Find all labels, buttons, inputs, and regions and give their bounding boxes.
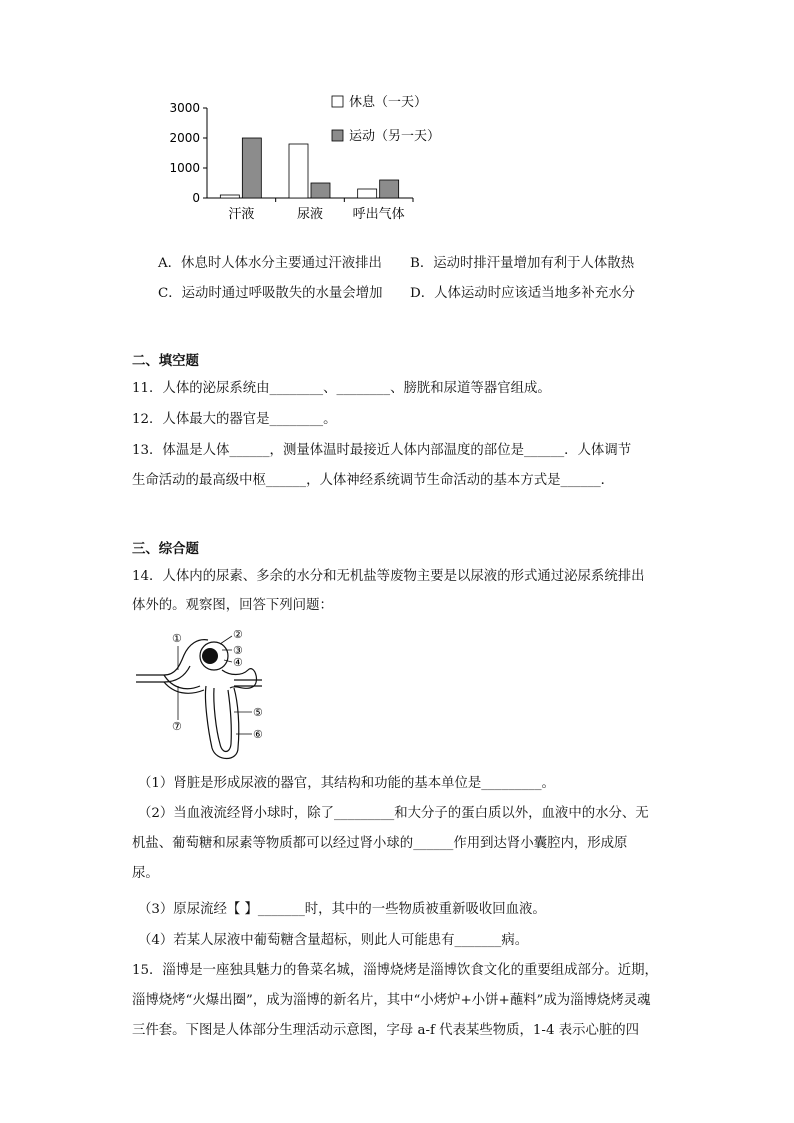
question-15-line-3: 三件套。下图是人体部分生理活动示意图，字母 a-f 代表某些物质，1-4 表示心脏的四 [132, 1023, 640, 1038]
bar-rest-2 [358, 189, 377, 198]
question-15-line-1: 15．淄博是一座独具魅力的鲁菜名城，淄博烧烤是淄博饮食文化的重要组成部分。近期， [132, 963, 658, 978]
nephron-diagram [134, 630, 274, 770]
question-14-part-1: （1）肾脏是形成尿液的器官，其结构和功能的基本单位是_________。 [138, 776, 555, 791]
question-14-part-2-line-2: 机盐、葡萄糖和尿素等物质都可以经过肾小球的______作用到达肾小囊腔内，形成原 [132, 836, 628, 851]
nephron-label-2: ② [233, 630, 243, 641]
category-label: 尿液 [296, 207, 324, 222]
section-heading-comprehensive: 三、综合题 [132, 541, 199, 557]
category-label: 呼出气体 [352, 207, 405, 222]
nephron-label-1: ① [172, 632, 182, 645]
option-c: C．运动时通过呼吸散失的水量会增加 [158, 286, 383, 301]
water-loss-bar-chart [150, 88, 470, 228]
chart-legend [332, 94, 440, 144]
legend-swatch-1 [332, 130, 343, 141]
nephron-label-7: ⑦ [172, 720, 182, 733]
question-14-line-1: 14．人体内的尿素、多余的水分和无机盐等废物主要是以尿液的形式通过泌尿系统排出 [132, 569, 645, 584]
nephron-label-3: ③ [233, 644, 243, 657]
question-13-line-1: 13．体温是人体______，测量体温时最接近人体内部温度的部位是______．人体调节 [132, 443, 632, 458]
bar-exercise-2 [380, 180, 399, 198]
question-14-part-3: （3）原尿流经【 】_______时，其中的一些物质被重新吸收回血液。 [138, 902, 546, 917]
question-13-line-2: 生命活动的最高级中枢______，人体神经系统调节生命活动的基本方式是______． [132, 473, 615, 488]
chart-labels [169, 101, 404, 222]
question-14-part-2-line-1: （2）当血液流经肾小球时，除了_________和大分子的蛋白质以外，血液中的水分、无 [138, 806, 649, 821]
nephron-label-4: ④ [233, 656, 243, 669]
bar-rest-0 [220, 195, 239, 198]
question-14-line-2: 体外的。观察图，回答下列问题： [132, 598, 333, 613]
nephron-label-6: ⑥ [253, 728, 263, 741]
category-label: 汗液 [228, 207, 255, 222]
section-heading-fill-blank: 二、填空题 [132, 353, 199, 369]
question-15-line-2: 淄博烧烤“火爆出圈”，成为淄博的新名片，其中“小烤炉+小饼+蘸料”成为淄博烧烤灵魂 [132, 993, 651, 1008]
chart-bars [220, 138, 398, 198]
nephron-label-5: ⑤ [253, 706, 263, 719]
y-tick-label: 3000 [169, 101, 200, 115]
question-12: 12．人体最大的器官是________。 [132, 412, 337, 427]
y-tick-label: 0 [192, 191, 200, 205]
option-d: D．人体运动时应该适当地多补充水分 [410, 286, 635, 301]
legend-swatch-0 [332, 96, 343, 107]
legend-label-0: 休息（一天） [349, 95, 428, 110]
legend-label-1: 运动（另一天） [349, 129, 441, 144]
option-b: B．运动时排汗量增加有利于人体散热 [410, 256, 635, 271]
option-a: A．休息时人体水分主要通过汗液排出 [158, 256, 382, 271]
question-14-part-4: （4）若某人尿液中葡萄糖含量超标，则此人可能患有_______病。 [138, 933, 529, 948]
question-11: 11．人体的泌尿系统由________、________、膀胱和尿道等器官组成。 [132, 381, 551, 396]
bar-rest-1 [289, 144, 308, 198]
y-tick-label: 2000 [169, 131, 200, 145]
bar-exercise-1 [311, 183, 330, 198]
question-14-part-2-line-3: 尿。 [132, 866, 159, 881]
y-tick-label: 1000 [169, 161, 200, 175]
bar-exercise-0 [242, 138, 261, 198]
